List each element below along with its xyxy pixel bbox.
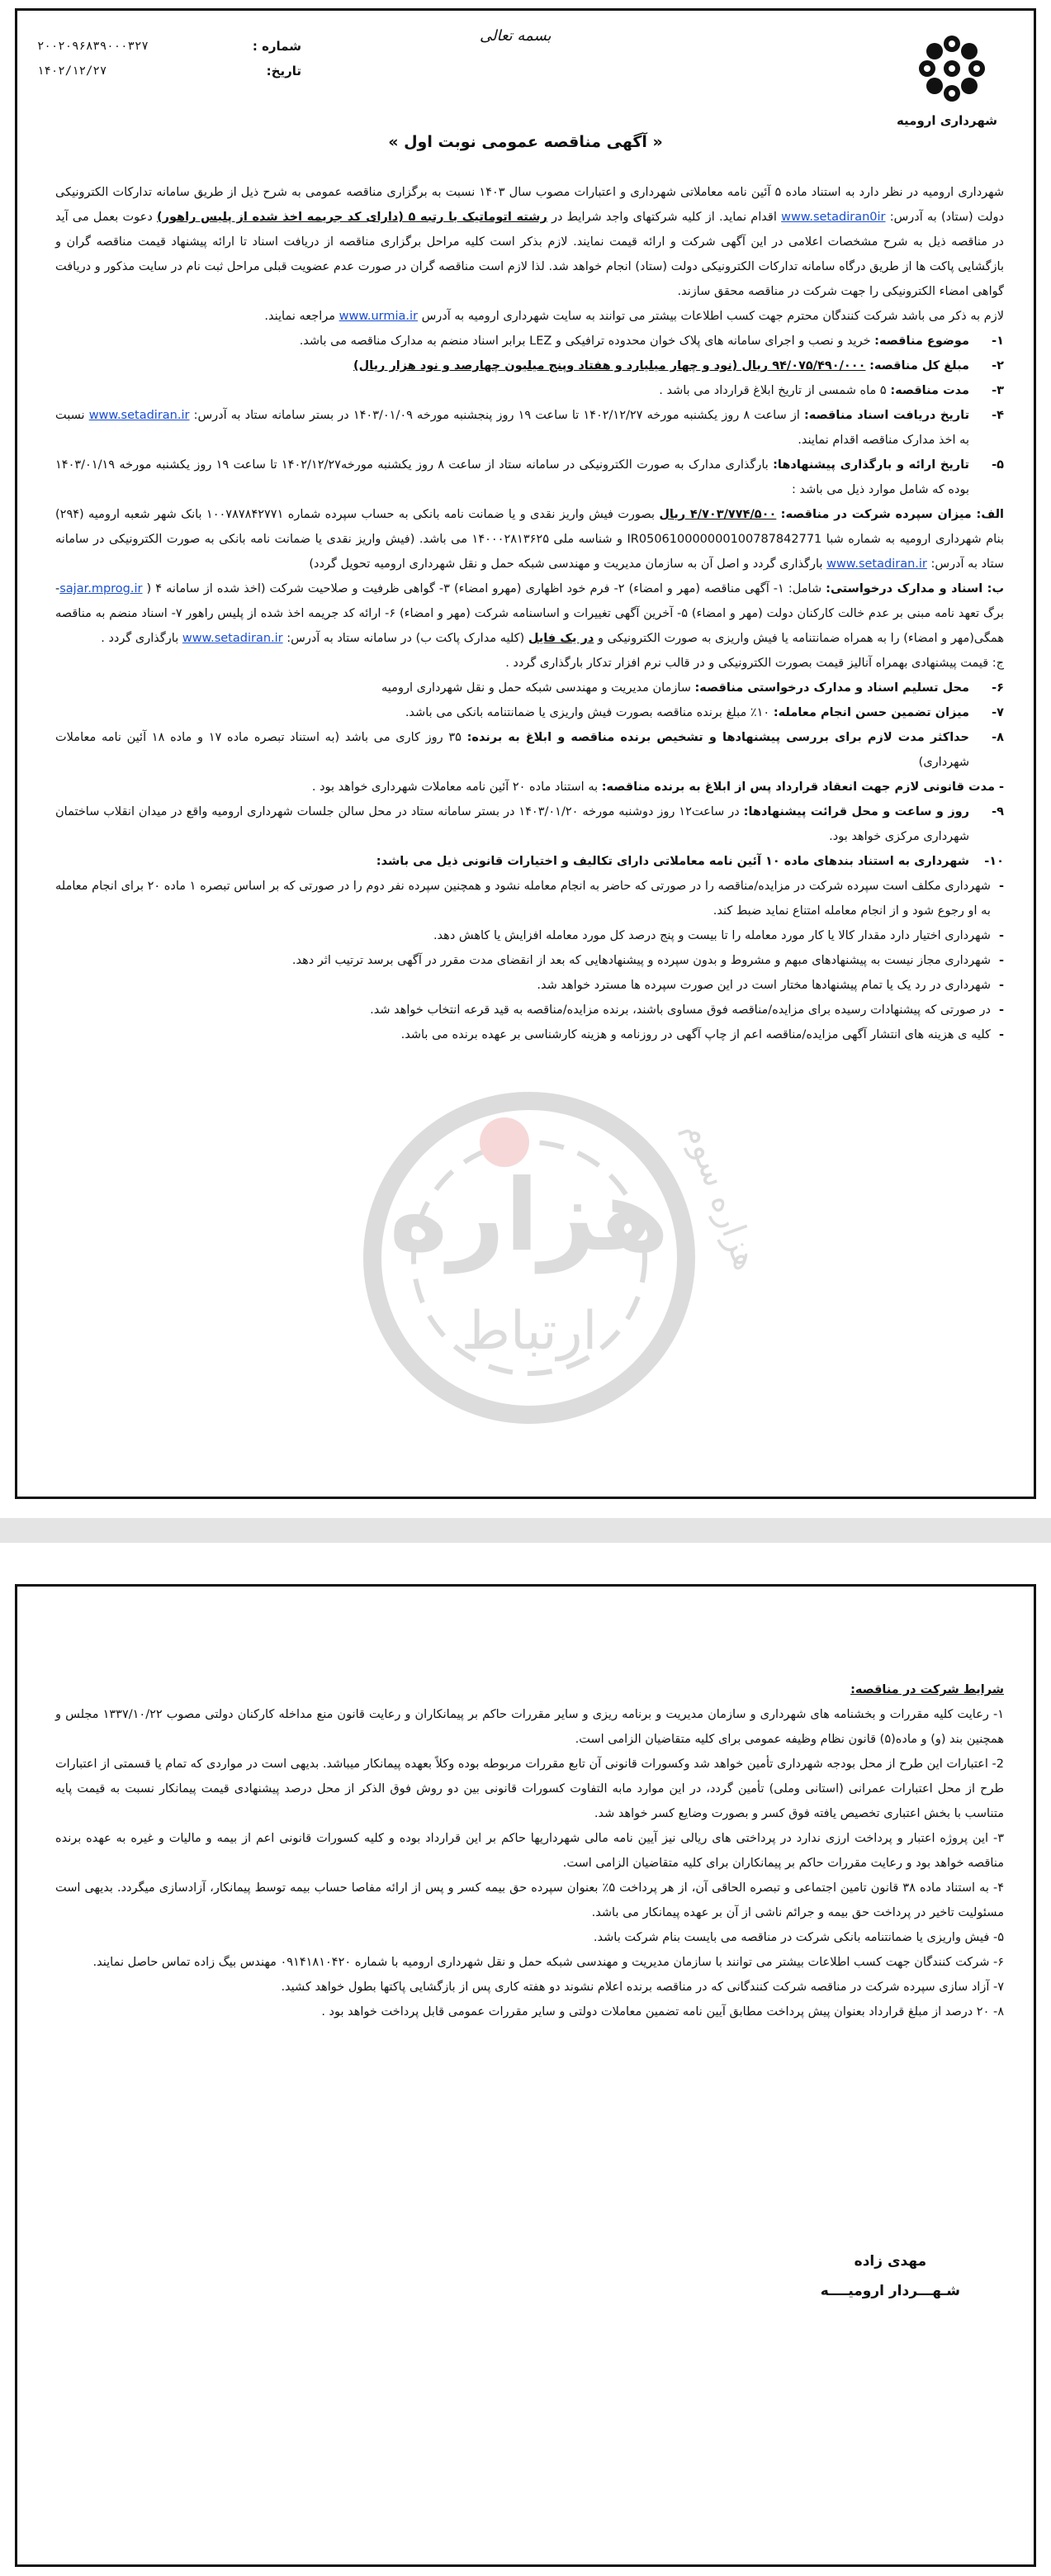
list-item: ۵- تاریخ ارائه و بارگذاری پیشنهادها: بارگذاری مدارک به صورت الکترونیکی در سامانه ستاد از ساعت ۸ روز یکشنبه مورخه۱۴۰۲/۱۲/۲۷ تا ساعت ۱۹ روز یکشنبه مورخه ۱۴۰۳/۰۱/۱۹ بوده که شامل موارد ذیل می باشد : [55, 458, 1004, 496]
bullet-item: - کلیه ی هزینه های انتشار آگهی مزایده/مناقصه اعم از چاپ آگهی در روزنامه و هزینه کارشناسی بر عهده برنده می باشد. [400, 1028, 1004, 1041]
list-item: ۳- مدت مناقصه: ۵ ماه شمسی از تاریخ ابلاغ قرارداد می باشد . [659, 384, 1004, 397]
bullet-item: - در صورتی که پیشنهادات رسیده برای مزایده/مناقصه فوق مساوی باشند، برنده مزایده/مناقصه به قید قرعه انتخاب خواهد شد. [370, 1003, 1004, 1017]
number-label: شماره : [252, 39, 301, 54]
condition-item: ۸- ۲۰ درصد از مبلغ قرارداد بعنوان پیش پرداخت مطابق آیین نامه تضمین معاملات دولتی و سایر مقررات عمومی قابل پرداخت خواهد بود . [321, 2005, 1004, 2019]
sajar-link[interactable]: sajar.mprog.ir [59, 582, 143, 595]
rank-requirement: رشته اتوماتیک با رتبه ۵ (دارای کد جریمه اخذ شده از پلیس راهور) [156, 211, 547, 224]
condition-item: 2- اعتبارات این طرح از محل بودجه شهرداری تأمین خواهد شد وکسورات قانونی آن تابع مقررات مربوطه بوده وکلاً بعهده پیمانکار میباشد. بدیهی است در مواردی که تمام یا قسمتی از اعتبارات طرح از محل اعتبارات عمرانی (استانی وملی) تأمین گردد، در این موارد مابه التفاوت کسورات قانونی بین دو روش فوق الذکر از محل درصد پیشنهادی قیمت پیمانکار نسبت به قیمت پایه متناسب با بخش اعتباری تخصیص یافته فوق کسر و بصورت وضایع کسر خواهد شد. [55, 1758, 1004, 1820]
signature-block [821, 2246, 960, 2306]
watermark-side-text: هزاره سوم [676, 1117, 765, 1275]
basmala: بسمه تعالی [480, 27, 552, 45]
condition-item: ۶- شرکت کنندگان جهت کسب اطلاعات بیشتر می توانند با سازمان مدیریت و مهندسی شبکه حمل و نقل شهرداری ارومیه با شماره ۰۹۱۴۱۸۱۰۴۲۰ مهندس بیگ زاده تماس حاصل نمایند. [92, 1956, 1004, 1969]
setad-link-2[interactable]: www.setadiran.ir [88, 409, 190, 422]
condition-item: ۷- آزاد سازی سپرده شرکت در مناقصه شرکت کنندگانی که در مناقصه برنده اعلام نشوند دو هفته کاری پس از بازگشایی پاکتها بطول خواهد کشید. [281, 1981, 1004, 1994]
announcement-body [55, 180, 1004, 1047]
number-value: ۲۰۰۲۰۹۶۸۳۹۰۰۰۳۲۷ [37, 40, 149, 53]
setad-link-4[interactable]: www.setadiran.ir [182, 632, 283, 645]
condition-item: ۴- به استناد ماده ۳۸ قانون تامین اجتماعی و تبصره الحاقی آن، از هر پرداخت ۵٪ بعنوان سپرده حق بیمه کسر و پس از ارائه مفاصا حساب بیمه توسط پیمانکار، آزادسازی میگردد. بدیهی است مسئولیت تاخیر در پرداخت حق بیمه و جرائم ناشی از آن بر عهده پیمانکار می باشد. [55, 1881, 1004, 1919]
signer-title: شـهـــردار ارومیــــه [820, 2283, 960, 2299]
list-item: ۸- حداکثر مدت لازم برای بررسی پیشنهادها و تشخیص برنده مناقصه و ابلاغ به برنده: ۳۵ روز کاری می باشد (به استناد تبصره ماده ۱۷ و ماده ۱۸ آئین نامه معاملات شهرداری) [55, 731, 1004, 769]
list-item: ۷- میزان تضمین حسن انجام معامله: ۱۰٪ مبلغ برنده مناقصه بصورت فیش واریزی یا ضمانتنامه بانکی می باشد. [405, 706, 1004, 719]
bullet-item: - شهرداری مکلف است سپرده شرکت در مزایده/مناقصه را در صورتی که حاضر به انجام معامله نشود و همچنین سپرده نفر دوم را در صورتی که بر اساس تبصره ۱ ماده ۲۰ برای انجام معامله به او رجوع شود و از انجام معامله امتناع نماید ضبط کند. [55, 880, 1004, 918]
signer-name: مهدی زاده [854, 2253, 927, 2270]
bullet-item: - شهرداری در رد یک یا تمام پیشنهادها مختار است در این صورت سپرده ها مسترد خواهد شد. [537, 979, 1004, 992]
list-item: ۱۰- شهرداری به استناد بندهای ماده ۱۰ آئین نامه معاملاتی دارای تکالیف و اختیارات قانونی ذیل می باشد: [376, 855, 1004, 868]
condition-item: ۳- این پروژه اعتبار و پرداخت ارزی ندارد در پرداختی های ریالی نیز آیین نامه مالی شهرداریها حاکم بر این قرارداد بوده و کلیه کسورات قانونی اعم از بیمه و مالیات و غیره به عهده برنده مناقصه خواهد بود و رعایت مقررات حاکم بر پیمانکاران برای کلیه متقاضیان الزامی است. [55, 1832, 1004, 1870]
org-name: شهرداری ارومیه [896, 113, 997, 128]
document-meta [37, 34, 301, 83]
conditions-section [55, 1677, 1004, 2024]
page-separator [0, 1518, 1051, 1543]
intro-paragraph-2: لازم به ذکر می باشد شرکت کنندگان محترم جهت کسب اطلاعات بیشتر می توانند به سایت شهرداری ارومیه به آدرس www.urmia.ir مراجعه نمایند. [264, 310, 1004, 323]
document-page-2 [15, 1584, 1036, 2567]
list-item: ۱- موضوع مناقصه: خرید و نصب و اجرای سامانه های پلاک خوان محدوده ترافیکی و LEZ برابر اسناد منضم به مدارک مناقصه می باشد. [299, 334, 1004, 348]
emblem-icon [912, 29, 992, 108]
watermark-subtext: ارتباط [461, 1301, 598, 1362]
list-item: ۴- تاریخ دریافت اسناد مناقصه: از ساعت ۸ روز یکشنبه مورخه ۱۴۰۲/۱۲/۲۷ تا ساعت ۱۹ روز پنجشنبه مورخه ۱۴۰۳/۰۱/۰۹ در بستر سامانه ستاد به آدرس: www.setadiran.ir نسبت به اخذ مدارک مناقصه اقدام نمایند. [55, 409, 1004, 447]
setad-link-1[interactable]: www.setadiran0ir [781, 211, 886, 224]
list-item: ۹- روز و ساعت و محل قرائت پیشنهادها: در ساعت۱۲ روز دوشنبه مورخه ۱۴۰۳/۰۱/۲۰ در بستر سامانه ستاد در محل سالن جلسات شهرداری ارومیه واقع در میدان انقلاب ساختمان شهرداری مرکزی خواهد بود. [55, 805, 1004, 843]
section-a: الف: میزان سپرده شرکت در مناقصه: ۴/۷۰۳/۷۷۴/۵۰۰ ریال بصورت فیش واریز نقدی و یا ضمانت نامه بانکی به حساب سپرده شماره ۱۰۰۷۸۷۸۴۲۷۷۱ بانک شهر شعبه ارومیه (۲۹۴) بنام شهرداری ارومیه به شماره شبا IR050610000000100787842771 و شناسه ملی ۱۴۰۰۰۲۸۱۳۶۲۵ می باشد. (فیش واریز نقدی یا ضمانت نامه بانکی به صورت الکترونیکی در سامانه ستاد به آدرس: www.setadiran.ir بارگذاری گردد و اصل آن به سازمان مدیریت و مهندسی شبکه حمل و نقل شهرداری ارومیه تحویل گردد) [55, 508, 1005, 571]
intro-paragraph: شهرداری ارومیه در نظر دارد به استناد ماده ۵ آئین نامه معاملاتی شهرداری و اعتبارات مصوب سال ۱۴۰۳ نسبت به برگزاری مناقصه عمومی به شرح ذیل از طریق سامانه تدارکات الکترونیکی دولت (ستاد) به آدرس: www.setadiran0ir اقدام نماید. از کلیه شرکتهای واجد شرایط در رشته اتوماتیک با رتبه ۵ (دارای کد جریمه اخذ شده از پلیس راهور) دعوت بعمل می آید در مناقصه ذیل به شرح مشخصات اعلامی در این آگهی شرکت و ارائه قیمت نمایند. لازم بذکر است کلیه مراحل برگزاری مناقصه از دریافت اسناد تا ارائه پیشنهاد قیمت مناقصه گران و بازگشایی پاکت ها از طریق درگاه سامانه تدارکات الکترونیکی دولت (ستاد) انجام خواهد شد. لذا لازم است مناقصه گران در صورت عدم عضویت قبلی مراحل ثبت نام در سایت مذکور و دریافت گواهی امضاء الکترونیکی را جهت شرکت در مناقصه محقق سازند. [55, 186, 1005, 298]
watermark-logo [265, 1084, 793, 1431]
conditions-title: شرایط شرکت در مناقصه: [850, 1683, 1004, 1696]
urmia-link[interactable]: www.urmia.ir [338, 310, 418, 323]
list-item: ۶- محل تسلیم اسناد و مدارک درخواستی مناقصه: سازمان مدیریت و مهندسی شبکه حمل و نقل شهرداری ارومیه [381, 681, 1004, 695]
list-item: ۲- مبلغ کل مناقصه: ۹۴/۰۷۵/۴۹۰/۰۰۰ ریال (نود و چهار میلیارد و هفتاد وپنج میلیون چهارصد و نود هزار ریال) [353, 359, 1004, 372]
bullet-item: - شهرداری اختیار دارد مقدار کالا یا کار مورد معامله را تا بیست و پنج درصد کل مورد معامله افزایش یا کاهش دهد. [433, 929, 1004, 942]
section-b: ب: اسناد و مدارک درخواستی: شامل: ۱- آگهی مناقصه (مهر و امضاء) ۲- فرم خود اظهاری (مهرو امضاء) ۳- گواهی ظرفیت و صلاحیت شرکت (اخذ شده از سامانه sajar.mprog.ir ) ۴- برگ تعهد نامه مبنی بر عدم خالت کارکنان دولت (مهر و امضاء) ۵- آخرین آگهی تغییرات و اساسنامه شرکت (مهر و امضاء) ۶- ارائه کد جریمه اخذ شده از پلیس راهور ۷- اسناد منضم به مناقصه همگی(مهر و امضاء) را به همراه ضمانتنامه یا فیش واریزی به صورت الکترونیکی و در یک فایل (کلیه مدارک پاکت ب) در سامانه ستاد به آدرس: www.setadiran.ir بارگذاری گردد . [55, 582, 1005, 645]
section-c: ج: قیمت پیشنهادی بهمراه آنالیز قیمت بصورت الکترونیکی و در قالب نرم افزار تدکار بارگذاری گردد . [505, 657, 1004, 670]
page-title: « آگهی مناقصه عمومی نوبت اول » [388, 133, 663, 151]
condition-item: ۱- رعایت کلیه مقررات و بخشنامه های شهرداری و سازمان مدیریت و برنامه ریزی و سایر مقررات حاکم بر پیمانکاران و رعایت قانون منع مداخله کارکنان دولتی مصوب ۱۳۳۷/۱۰/۲۲ مجلس و همچنین بند (و) و ماده(۵) قانون نظام وظیفه عمومی برای کلیه متقاضیان الزامی است. [55, 1708, 1004, 1746]
municipality-logo [896, 29, 997, 128]
watermark-text: هزاره [389, 1159, 670, 1274]
setad-link-3[interactable]: www.setadiran.ir [826, 557, 927, 571]
bullet-item: - شهرداری مجاز نیست به پیشنهادهای مبهم و مشروط و بدون سپرده و پیشنهادهایی که بعد از انقضای مدت مقرر در آگهی برسد ترتیب اثر دهد. [291, 954, 1004, 967]
document-page-1 [15, 8, 1036, 1499]
date-label: تاریخ: [266, 64, 301, 78]
condition-item: ۵- فیش واریزی یا ضمانتنامه بانکی شرکت در مناقصه می بایست بنام شرکت باشد. [593, 1931, 1004, 1944]
date-value: ۱۴۰۲/۱۲/۲۷ [37, 64, 107, 78]
legal-note: - مدت قانونی لازم جهت انعقاد قرارداد پس از ابلاغ به برنده مناقصه: به استناد ماده ۲۰ آئین نامه معاملات شهرداری خواهد بود . [311, 780, 1004, 794]
